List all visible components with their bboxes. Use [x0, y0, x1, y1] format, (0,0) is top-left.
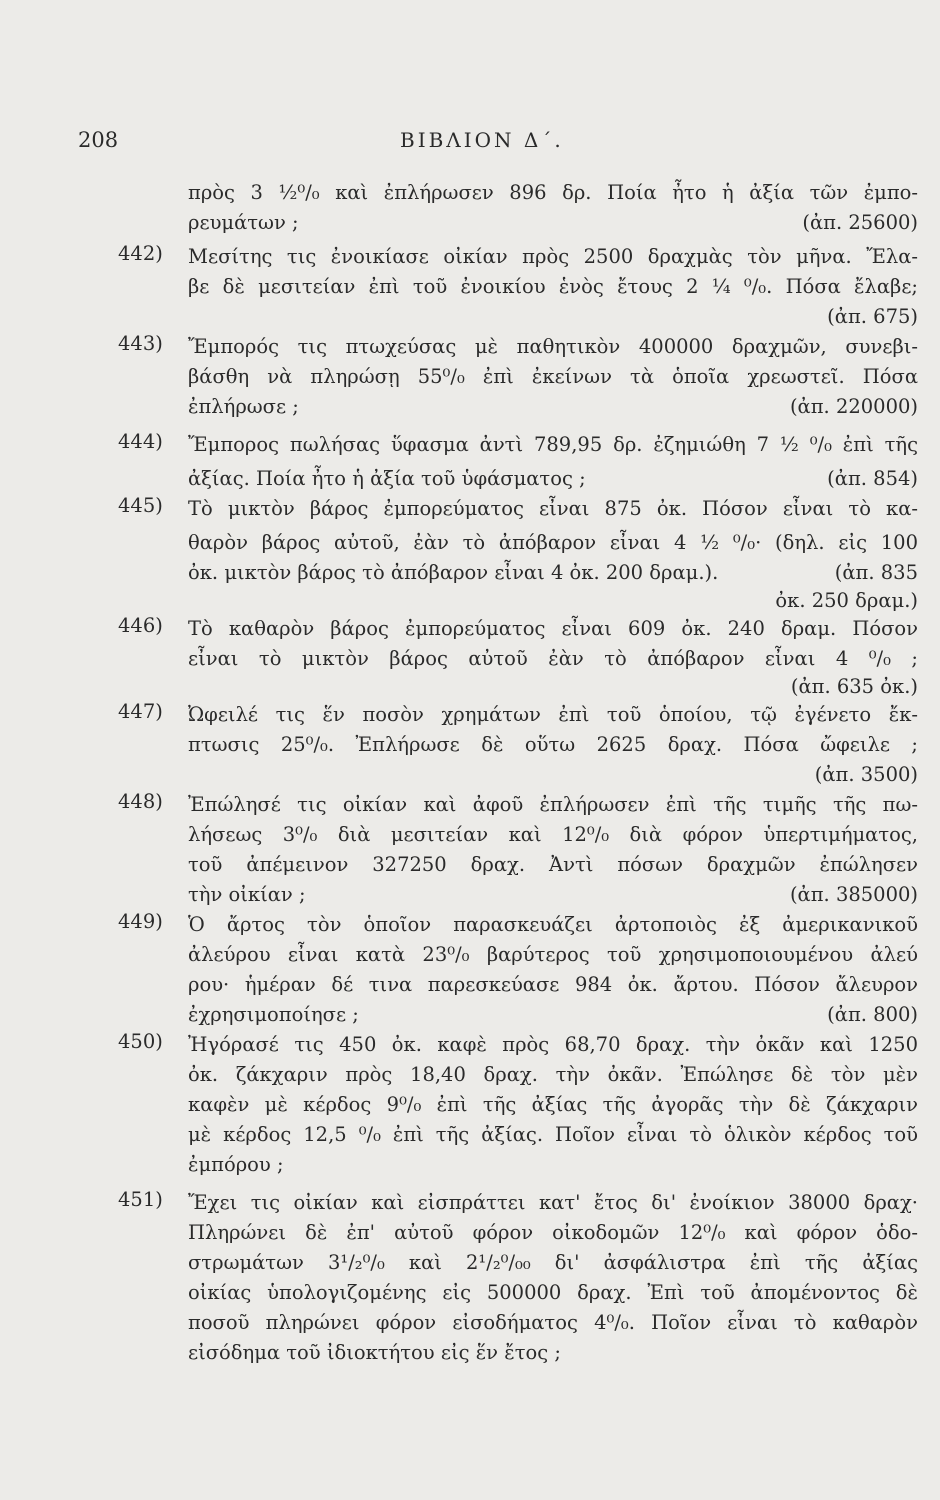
- text-line: ρευμάτων ;: [188, 211, 299, 234]
- text-line: ἐπλήρωσε ;: [188, 395, 299, 418]
- problem-446: [78, 614, 918, 700]
- problem-number: 443): [118, 332, 163, 355]
- answer: (ἀπ. 675): [827, 305, 918, 328]
- answer: (ἀπ. 385000): [789, 883, 918, 906]
- text-line: ἀλεύρου εἶναι κατὰ 23⁰/₀ βαρύτερος τοῦ χρησιμοποιουμένου ἀλεύ: [188, 943, 918, 966]
- text-line: τὴν οἰκίαν ;: [188, 883, 306, 906]
- answer: (ἀπ. 220000): [789, 395, 918, 418]
- text-line: εἰσόδημα τοῦ ἰδιοκτήτου εἰς ἕν ἔτος ;: [188, 1341, 561, 1364]
- problem-448: [78, 790, 918, 910]
- text-line: ἐμπόρου ;: [188, 1153, 284, 1176]
- answer: (ἀπ. 854): [827, 467, 918, 490]
- text-line: μὲ κέρδος 12,5 ⁰/₀ ἐπὶ τῆς ἀξίας. Ποῖον εἶναι τὸ ὁλικὸν κέρδος τοῦ: [188, 1123, 918, 1146]
- problem-number: 449): [118, 910, 163, 933]
- text-line: στρωμάτων 3¹/₂⁰/₀ καὶ 2¹/₂⁰/₀₀ δι' ἀσφάλιστρα ἐπὶ τῆς ἀξίας: [188, 1251, 918, 1274]
- answer: (ἀπ. 25600): [802, 211, 918, 234]
- text-line: Ἔχει τις οἰκίαν καὶ εἰσπράττει κατ' ἔτος δι' ἐνοίκιον 38000 δραχ·: [188, 1191, 918, 1214]
- problem-number: 451): [118, 1188, 163, 1211]
- problem-451: [78, 1188, 918, 1368]
- text-line: τοῦ ἀπέμεινον 327250 δραχ. Ἀντὶ πόσων δραχμῶν ἐπώλησεν: [188, 853, 918, 876]
- text-line: βάσθη νὰ πληρώσῃ 55⁰/₀ ἐπὶ ἐκείνων τὰ ὁποῖα χρεωστεῖ. Πόσα: [188, 365, 918, 388]
- text-line: ρου· ἡμέραν δέ τινα παρεσκεύασε 984 ὀκ. ἄρτου. Πόσον ἄλευρον: [188, 973, 918, 996]
- problem-449: [78, 910, 918, 1030]
- text-line: Ἔμπορος πωλήσας ὕφασμα ἀντὶ 789,95 δρ. ἐζημιώθη 7 ½ ⁰/₀ ἐπὶ τῆς: [188, 433, 918, 456]
- problem-number: 450): [118, 1030, 163, 1053]
- problem-number: 447): [118, 700, 163, 723]
- problem-number: 444): [118, 430, 163, 453]
- problem-number: 446): [118, 614, 163, 637]
- text-line: ἐχρησιμοποίησε ;: [188, 1003, 359, 1026]
- answer-continued: ὀκ. 250 δραμ.): [775, 589, 918, 612]
- problem-444: [78, 430, 918, 494]
- answer: (ἀπ. 635 ὀκ.): [790, 675, 918, 698]
- text-line: Ἠγόρασέ τις 450 ὀκ. καφὲ πρὸς 68,70 δραχ. τὴν ὀκᾶν καὶ 1250: [188, 1033, 918, 1056]
- text-line: οἰκίας ὑπολογιζομένης εἰς 500000 δραχ. Ἐπὶ τοῦ ἀπομένοντος δὲ: [188, 1281, 918, 1304]
- text-line: βε δὲ μεσιτείαν ἐπὶ τοῦ ἐνοικίου ἑνὸς ἔτους 2 ¼ ⁰/₀. Πόσα ἔλαβε;: [188, 275, 918, 298]
- problem-445: [78, 494, 918, 614]
- answer: (ἀπ. 800): [827, 1003, 918, 1026]
- problem-447: [78, 700, 918, 790]
- problem-450: [78, 1030, 918, 1180]
- text-line: πρὸς 3 ½⁰/₀ καὶ ἐπλήρωσεν 896 δρ. Ποία ἦτο ἡ ἀξία τῶν ἐμπο-: [188, 181, 918, 204]
- problem-number: 448): [118, 790, 163, 813]
- text-line: λήσεως 3⁰/₀ διὰ μεσιτείαν καὶ 12⁰/₀ διὰ φόρον ὑπερτιμήματος,: [188, 823, 918, 846]
- text-line: καφὲν μὲ κέρδος 9⁰/₀ ἐπὶ τῆς ἀξίας τῆς ἀγορᾶς τὴν δὲ ζάκχαριν: [188, 1093, 918, 1116]
- text-line: Τὸ μικτὸν βάρος ἐμπορεύματος εἶναι 875 ὀκ. Πόσον εἶναι τὸ κα-: [188, 497, 918, 520]
- problem-441-continued: [78, 178, 918, 238]
- text-line: Ἔμπορός τις πτωχεύσας μὲ παθητικὸν 400000 δραχμῶν, συνεβι-: [188, 335, 918, 358]
- text-line: Ὁ ἄρτος τὸν ὁποῖον παρασκευάζει ἀρτοποιὸς ἐξ ἀμερικανικοῦ: [188, 913, 918, 936]
- text-line: ποσοῦ πληρώνει φόρον εἰσοδήματος 4⁰/₀. Ποῖον εἶναι τὸ καθαρὸν: [188, 1311, 918, 1334]
- text-line: πτωσις 25⁰/₀. Ἐπλήρωσε δὲ οὕτω 2625 δραχ. Πόσα ὤφειλε ;: [188, 733, 918, 756]
- answer: (ἀπ. 3500): [814, 763, 918, 786]
- problem-442: [78, 242, 918, 332]
- text-line: Πληρώνει δὲ ἐπ' αὐτοῦ φόρον οἰκοδομῶν 12⁰/₀ καὶ φόρον ὁδο-: [188, 1221, 918, 1244]
- page-header: [0, 128, 940, 158]
- problem-number: 442): [118, 242, 163, 265]
- problem-443: [78, 332, 918, 422]
- text-line: ἀξίας. Ποία ἦτο ἡ ἀξία τοῦ ὑφάσματος ;: [188, 467, 586, 490]
- text-line: Ἐπώλησέ τις οἰκίαν καὶ ἀφοῦ ἐπλήρωσεν ἐπὶ τῆς τιμῆς τῆς πω-: [188, 793, 918, 816]
- answer: (ἀπ. 835: [834, 561, 918, 584]
- text-line: Μεσίτης τις ἐνοικίασε οἰκίαν πρὸς 2500 δραχμὰς τὸν μῆνα. Ἔλα-: [188, 245, 918, 268]
- text-line: Τὸ καθαρὸν βάρος ἐμπορεύματος εἶναι 609 ὀκ. 240 δραμ. Πόσον: [188, 617, 918, 640]
- text-line: Ὠφειλέ τις ἕν ποσὸν χρημάτων ἐπὶ τοῦ ὁποίου, τῷ ἐγένετο ἔκ-: [188, 703, 918, 726]
- problem-list: [78, 178, 918, 1368]
- text-line: εἶναι τὸ μικτὸν βάρος αὐτοῦ ἐὰν τὸ ἀπόβαρον εἶναι 4 ⁰/₀ ;: [188, 647, 918, 670]
- text-line: ὀκ. ζάκχαριν πρὸς 18,40 δραχ. τὴν ὀκᾶν. Ἐπώλησε δὲ τὸν μὲν: [188, 1063, 918, 1086]
- problem-number: 445): [118, 494, 163, 517]
- page-number: 208: [78, 128, 119, 152]
- running-head: ΒΙΒΛΙΟΝ Δ΄.: [400, 128, 564, 152]
- text-line: θαρὸν βάρος αὐτοῦ, ἐὰν τὸ ἀπόβαρον εἶναι 4 ½ ⁰/₀· (δηλ. εἰς 100: [188, 531, 918, 554]
- text-line: ὀκ. μικτὸν βάρος τὸ ἀπόβαρον εἶναι 4 ὀκ. 200 δραμ.).: [188, 561, 719, 584]
